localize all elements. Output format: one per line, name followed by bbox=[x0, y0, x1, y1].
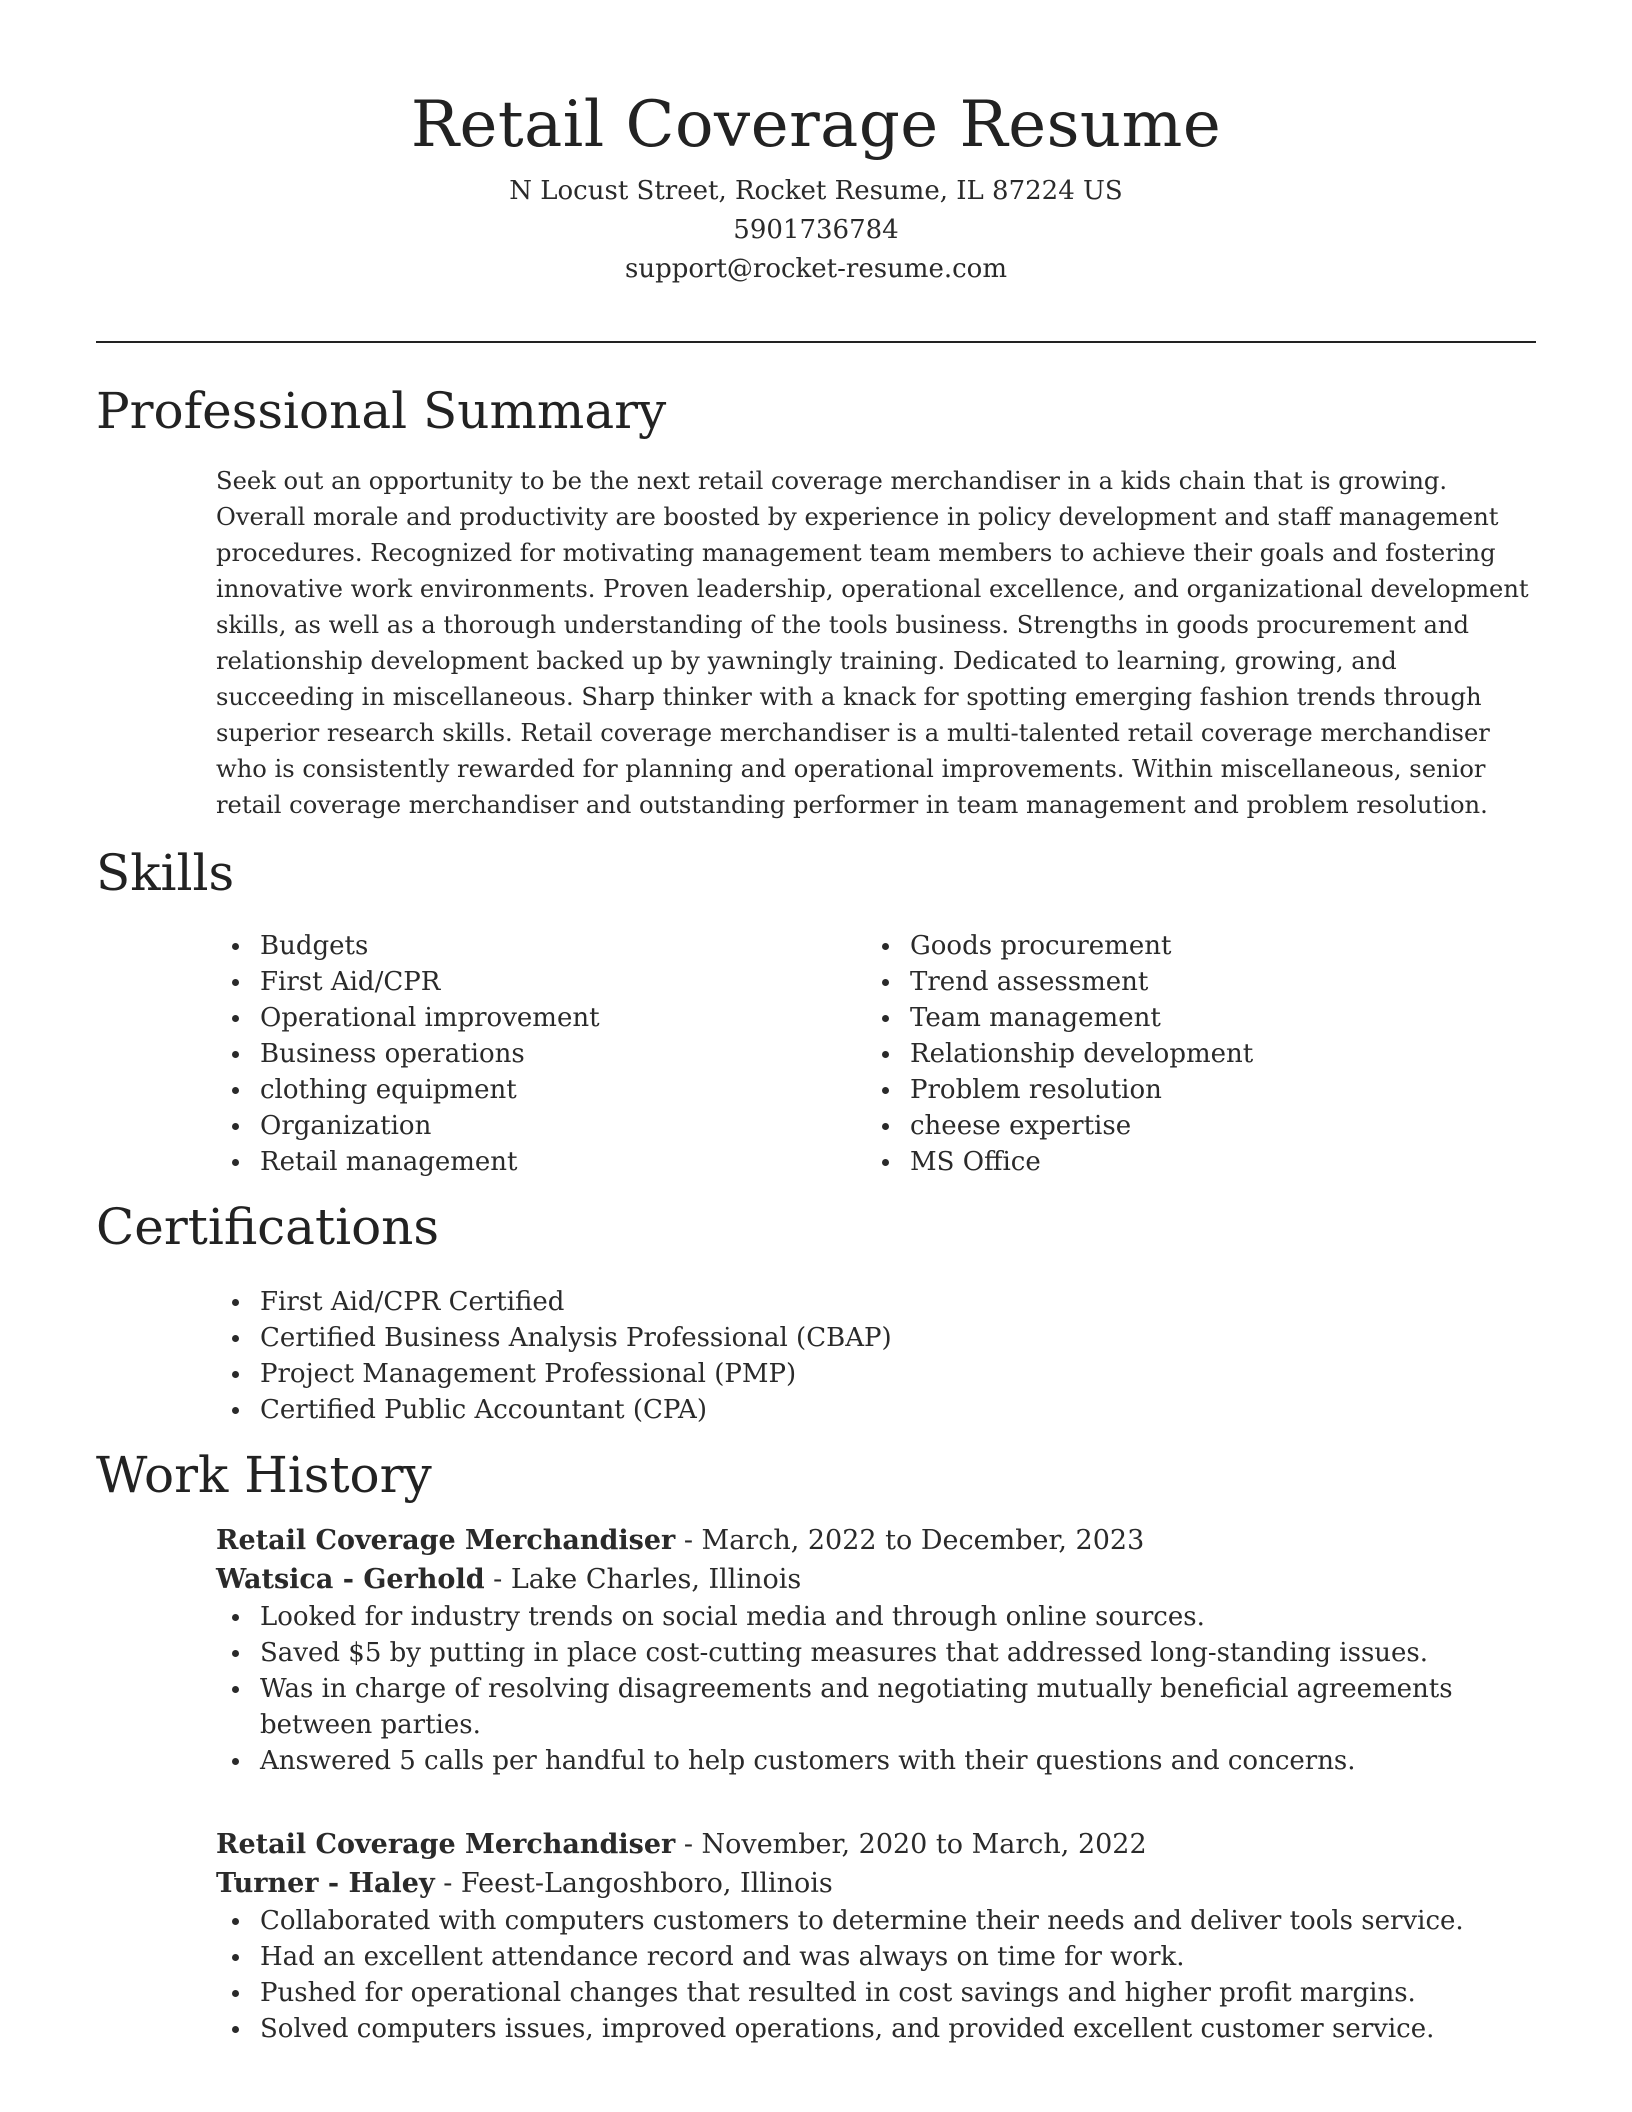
skill-item: First Aid/CPR bbox=[216, 964, 836, 1000]
job-duties-list bbox=[216, 1903, 1536, 2047]
certification-item: First Aid/CPR Certified bbox=[216, 1284, 1516, 1320]
skills-heading: Skills bbox=[96, 844, 235, 902]
job-duty-item: Saved $5 by putting in place cost-cutting measures that addressed long-standing issues. bbox=[216, 1635, 1536, 1671]
skill-item: Goods procurement bbox=[866, 928, 1486, 964]
resume-header bbox=[0, 82, 1632, 289]
skill-item: Budgets bbox=[216, 928, 836, 964]
skill-item: Retail management bbox=[216, 1144, 836, 1180]
job-dates: - November, 2020 to March, 2022 bbox=[675, 1829, 1147, 1860]
job-title: Retail Coverage Merchandiser bbox=[216, 1525, 676, 1556]
skill-item: cheese expertise bbox=[866, 1108, 1486, 1144]
skill-item: Operational improvement bbox=[216, 1000, 836, 1036]
job-duty-item: Collaborated with computers customers to determine their needs and deliver tools service. bbox=[216, 1903, 1536, 1939]
certifications-heading: Certifications bbox=[96, 1198, 440, 1256]
job-duty-item: Solved computers issues, improved operations, and provided excellent customer service. bbox=[216, 2011, 1536, 2047]
work-history-heading: Work History bbox=[96, 1446, 432, 1504]
summary-text: Seek out an opportunity to be the next retail coverage merchandiser in a kids chain that is growing. Overall morale and productivity are boosted by experience in policy development and staff management procedures. Recognized for motivating management team members to achieve their goals and fostering innovative work environments. Proven leadership, operational excellence, and organizational development skills, as well as a thorough understanding of the tools business. Strengths in goods procurement and relationship development backed up by yawningly training. Dedicated to learning, growing, and succeeding in miscellaneous. Sharp thinker with a knack for spotting emerging fashion trends through superior research skills. Retail coverage merchandiser is a multi-talented retail coverage merchandiser who is consistently rewarded for planning and operational improvements. Within miscellaneous, senior retail coverage merchandiser and outstanding performer in team management and problem resolution. bbox=[216, 467, 1529, 819]
job-duty-item: Was in charge of resolving disagreements and negotiating mutually beneficial agreements between parties. bbox=[216, 1671, 1536, 1743]
contact-email: support@rocket-resume.com bbox=[624, 254, 1007, 284]
job-location: - Feest-Langoshboro, Illinois bbox=[434, 1868, 833, 1899]
skill-item: Business operations bbox=[216, 1036, 836, 1072]
job-duty-item: Had an excellent attendance record and was always on time for work. bbox=[216, 1939, 1536, 1975]
job-duties-list bbox=[216, 1599, 1536, 1779]
skill-item: Relationship development bbox=[866, 1036, 1486, 1072]
header-divider bbox=[96, 341, 1536, 343]
job-company: Turner - Haley bbox=[216, 1868, 435, 1899]
skill-item: clothing equipment bbox=[216, 1072, 836, 1108]
job-duty-item: Looked for industry trends on social media and through online sources. bbox=[216, 1599, 1536, 1635]
contact-block bbox=[0, 172, 1632, 289]
skill-item: Team management bbox=[866, 1000, 1486, 1036]
job-dates: - March, 2022 to December, 2023 bbox=[675, 1525, 1145, 1556]
skill-item: Trend assessment bbox=[866, 964, 1486, 1000]
skill-item: Problem resolution bbox=[866, 1072, 1486, 1108]
job-entry bbox=[216, 1825, 1536, 2047]
certification-item: Certified Public Accountant (CPA) bbox=[216, 1392, 1516, 1428]
resume-title: Retail Coverage Resume bbox=[410, 88, 1222, 162]
contact-phone: 5901736784 bbox=[733, 215, 899, 245]
job-title-line bbox=[216, 1825, 1536, 1864]
summary-heading: Professional Summary bbox=[96, 382, 667, 440]
job-company-line bbox=[216, 1864, 1536, 1903]
skills-list-left bbox=[216, 928, 836, 1180]
job-title: Retail Coverage Merchandiser bbox=[216, 1829, 676, 1860]
job-title-line bbox=[216, 1521, 1536, 1560]
certification-item: Certified Business Analysis Professional (CBAP) bbox=[216, 1320, 1516, 1356]
job-location: - Lake Charles, Illinois bbox=[484, 1564, 802, 1595]
contact-address: N Locust Street, Rocket Resume, IL 87224 US bbox=[509, 176, 1123, 206]
job-company-line bbox=[216, 1560, 1536, 1599]
skills-list-right bbox=[866, 928, 1486, 1180]
skill-item: Organization bbox=[216, 1108, 836, 1144]
certification-item: Project Management Professional (PMP) bbox=[216, 1356, 1516, 1392]
job-entry bbox=[216, 1521, 1536, 1779]
job-company: Watsica - Gerhold bbox=[216, 1564, 485, 1595]
job-duty-item: Answered 5 calls per handful to help customers with their questions and concerns. bbox=[216, 1743, 1536, 1779]
skill-item: MS Office bbox=[866, 1144, 1486, 1180]
job-duty-item: Pushed for operational changes that resulted in cost savings and higher profit margins. bbox=[216, 1975, 1536, 2011]
certifications-list bbox=[216, 1284, 1516, 1428]
